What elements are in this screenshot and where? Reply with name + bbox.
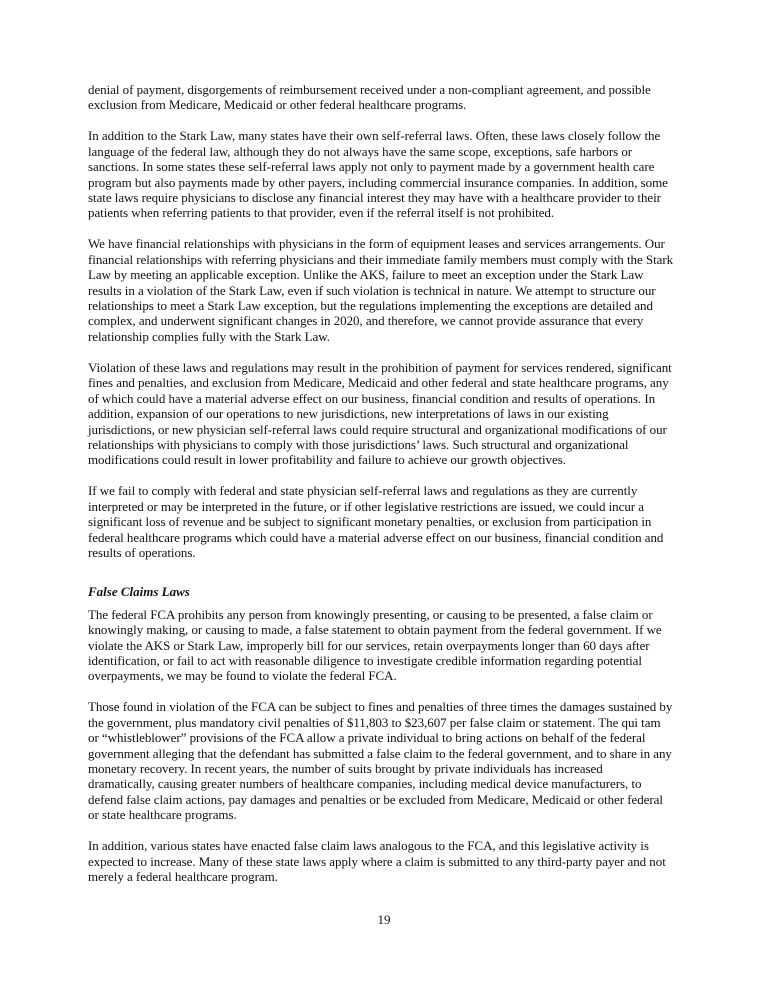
paragraph (88, 607, 688, 684)
text-line: jurisdictions, or new physician self-referral laws could require structural and organizational modifications of our (88, 421, 667, 437)
text-line: merely a federal healthcare program. (88, 869, 278, 885)
text-line: interpreted or may be interpreted in the future, or if other legislative restrictions are issued, we could incur a (88, 498, 644, 514)
text-line: We have financial relationships with physicians in the form of equipment leases and services arrangements. Our (88, 236, 665, 252)
text-line: federal healthcare programs which could have a material adverse effect on our business, financial condition and (88, 529, 664, 545)
text-line: Law by meeting an applicable exception. Unlike the AKS, failure to meet an exception under the Stark Law (88, 267, 644, 283)
text-line: dramatically, causing greater numbers of healthcare companies, including medical device manufacturers, to (88, 776, 642, 792)
text-line: monetary recovery. In recent years, the number of suits brought by private individuals has increased (88, 761, 603, 776)
text-line: In addition to the Stark Law, many states have their own self-referral laws. Often, these laws closely follow the (88, 128, 661, 144)
text-line: or state healthcare programs. (88, 807, 237, 823)
text-line: exclusion from Medicare, Medicaid or other federal healthcare programs. (88, 97, 467, 113)
paragraph (88, 128, 688, 220)
text-line: identification, or fail to act with reasonable diligence to investigate credible information regarding potential (88, 652, 642, 668)
text-line: overpayments, we may be found to violate the federal FCA. (88, 668, 397, 684)
text-line: results in a violation of the Stark Law, even if such violation is technical in nature. We attempt to structure our (88, 282, 656, 298)
text-line: complex, and underwent significant changes in 2020, and therefore, we cannot provide assurance that every (88, 313, 644, 329)
text-line: state laws require physicians to disclose any financial interest they may have with a healthcare provider to their (88, 190, 661, 206)
paragraph (88, 699, 688, 822)
text-line: government alleging that the defendant has submitted a false claim to the federal government, and to share in any (88, 745, 672, 761)
text-line: fines and penalties, and exclusion from Medicare, Medicaid and other federal and state healthcare programs, any (88, 375, 669, 391)
document-page (88, 82, 688, 900)
paragraph (88, 838, 688, 884)
text-line: modifications could result in lower profitability and failure to achieve our growth objectives. (88, 452, 566, 468)
page-number: 19 (377, 912, 391, 927)
text-line: program but also payments made by other payers, including commercial insurance companies. In addition, some (88, 174, 668, 190)
text-line: Those found in violation of the FCA can be subject to fines and penalties of three times the damages sustained by (88, 699, 673, 715)
text-line: patients when referring patients to that provider, even if the referral itself is not prohibited. (88, 205, 555, 221)
paragraph (88, 360, 688, 468)
text-line: relationships with physicians to comply with those jurisdictions’ laws. Such structural and organizational (88, 436, 629, 452)
text-line: The federal FCA prohibits any person from knowingly presenting, or causing to be presented, a false claim or (88, 606, 653, 622)
text-line: the government, plus mandatory civil penalties of $11,803 to $23,607 per false claim or statement. The qui tam (88, 714, 661, 730)
text-line: violate the AKS or Stark Law, improperly bill for our services, retain overpayments longer than 60 days after (88, 637, 650, 653)
text-line: relationship complies fully with the Stark Law. (88, 328, 330, 344)
text-line: significant loss of revenue and be subject to significant monetary penalties, or exclusion from participation in (88, 514, 652, 530)
paragraph (88, 483, 688, 560)
body-section-after-heading (88, 607, 688, 885)
text-line: knowingly making, or causing to made, a false statement to obtain payment from the federal government. If we (88, 622, 662, 638)
body-section-before-heading (88, 82, 688, 560)
text-line: addition, expansion of our operations to new jurisdictions, new interpretations of laws in our existing (88, 406, 609, 422)
text-line: Violation of these laws and regulations may result in the prohibition of payment for services rendered, significant (88, 359, 672, 375)
text-line: sanctions. In some states these self-referral laws apply not only to payment made by a government health care (88, 159, 655, 175)
paragraph (88, 82, 688, 113)
text-line: language of the federal law, although they do not always have the same scope, exceptions, safe harbors or (88, 143, 633, 159)
text-line: or “whistleblower” provisions of the FCA allow a private individual to bring actions on behalf of the federal (88, 730, 646, 746)
text-line: In addition, various states have enacted false claim laws analogous to the FCA, and this legislative activity is (88, 838, 649, 854)
text-line: denial of payment, disgorgements of reimbursement received under a non-compliant agreement, and possible (88, 82, 651, 97)
text-line: results of operations. (88, 544, 196, 560)
text-line: of which could have a material adverse effect on our business, financial condition and results of operations. In (88, 390, 656, 406)
text-line: defend false claim actions, pay damages and penalties or be excluded from Medicare, Medicaid or other federal (88, 791, 663, 807)
text-line: financial relationships with referring physicians and their immediate family members must comply with the Stark (88, 251, 674, 267)
text-line: relationships to meet a Stark Law exception, but the regulations implementing the exceptions are detailed and (88, 298, 653, 314)
paragraph (88, 236, 688, 344)
text-line: expected to increase. Many of these state laws apply where a claim is submitted to any third-party payer and not (88, 853, 666, 869)
section-heading: False Claims Laws (88, 584, 190, 600)
text-line: If we fail to comply with federal and state physician self-referral laws and regulations as they are currently (88, 483, 638, 499)
